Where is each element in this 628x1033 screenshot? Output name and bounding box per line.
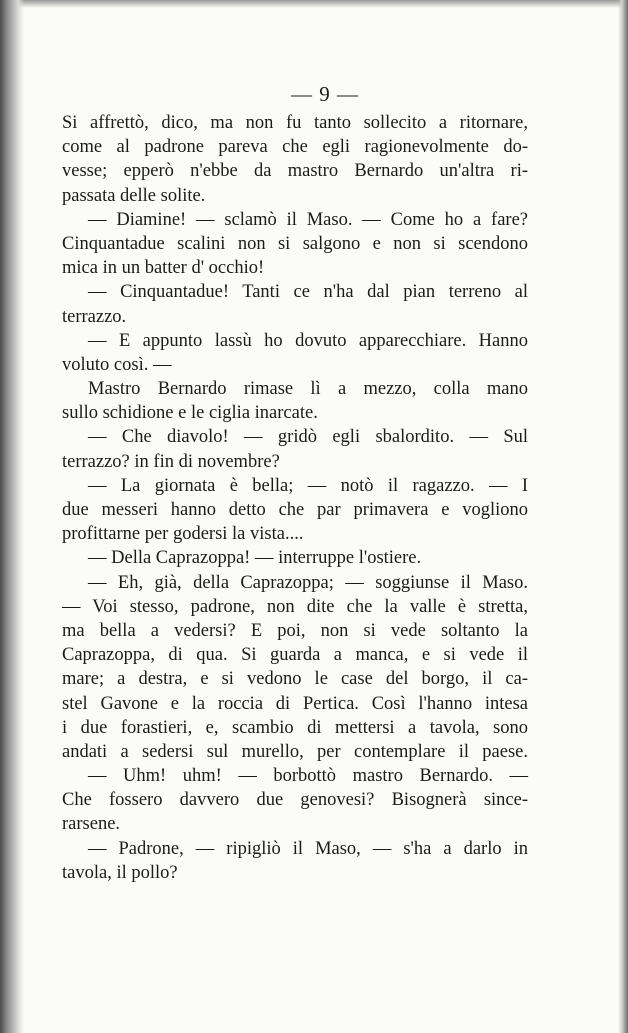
text-line: come al padrone pareva che egli ragionevolmente do- [62,137,528,158]
text-line: Cinquantadue scalini non si salgono e non si scendono [62,233,528,254]
text-line: — Diamine! — sclamò il Maso. — Come ho a fare? [88,209,528,230]
text-line: ma bella a vedersi? E poi, non si vede soltanto la [62,620,528,641]
text-line: — Voi stesso, padrone, non dite che la valle è stretta, [62,596,528,617]
text-line: — Della Caprazoppa! — interruppe l'ostiere. [88,548,422,569]
text-line: Mastro Bernardo rimase lì a mezzo, colla mano [88,379,528,400]
text-line: mica in un batter d' occhio! [62,258,265,279]
text-line: vesse; epperò n'ebbe da mastro Bernardo un'altra ri- [62,161,528,182]
text-line: terrazzo? in fin di novembre? [62,451,280,472]
text-line: — Eh, già, della Caprazoppa; — soggiunse il Maso. [88,572,528,593]
text-line: Si affrettò, dico, ma non fu tanto sollecito a ritornare, [62,113,528,133]
page-top-shadow [0,0,628,8]
page-binding-shadow [0,0,24,1033]
text-line: andati a sedersi sul murello, per contemplare il paese. [62,741,528,762]
text-line: mare; a destra, e si vedono le case del borgo, il ca- [62,669,528,690]
text-line: — Padrone, — ripigliò il Maso, — s'ha a darlo in [88,838,528,859]
text-line: Caprazoppa, di qua. Si guarda a manca, e si vede il [62,645,528,666]
text-line: voluto così. — [62,354,172,375]
text-line: — E appunto lassù ho dovuto apparecchiare. Hanno [88,330,528,351]
text-line: due messeri hanno detto che par primavera e vogliono [62,500,528,520]
text-line: tavola, il pollo? [62,862,178,883]
text-line: terrazzo. [62,306,127,327]
text-line: stel Gavone e la roccia di Pertica. Così l'hanno intesa [62,693,528,714]
page-right-edge [618,0,628,1033]
text-line: — Cinquantadue! Tanti ce n'ha dal pian terreno al [88,282,528,303]
text-line: rarsene. [62,814,121,835]
page-number: — 9 — [291,82,359,106]
text-line: — La giornata è bella; — notò il ragazzo. — I [88,475,528,496]
text-line: profittarne per godersi la vista.... [62,524,304,545]
text-line: — Uhm! uhm! — borbottò mastro Bernardo. — [88,766,528,787]
text-line: i due forastieri, e, scambio di mettersi a tavola, sono [62,717,528,738]
text-line: sullo schidione e le ciglia inarcate. [62,403,318,424]
text-line: passata delle solite. [62,185,206,206]
text-line: — Che diavolo! — gridò egli sbalordito. — Sul [88,427,528,448]
text-line: Che fossero davvero due genovesi? Bisognerà since- [62,790,528,811]
body-text [62,111,528,885]
